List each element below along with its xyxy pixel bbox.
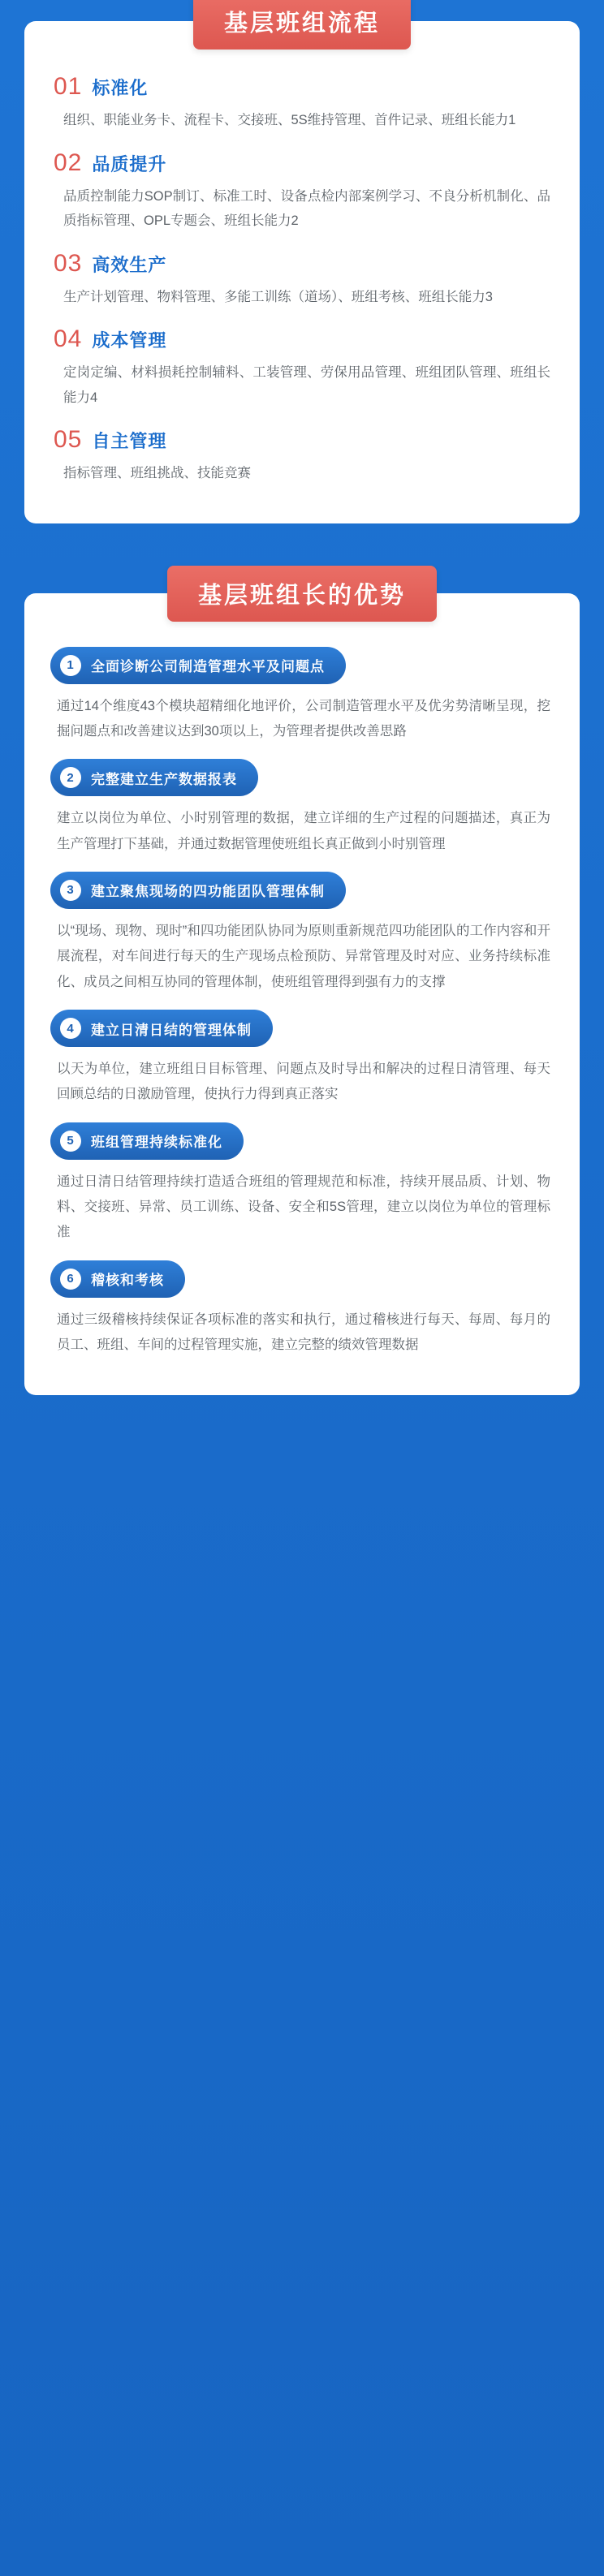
advantage-title: 建立日清日结的管理体制 <box>91 1022 252 1038</box>
process-item-head <box>54 249 550 277</box>
process-item-body: 指标管理、班组挑战、技能竞赛 <box>63 466 251 481</box>
process-item-head <box>54 428 550 453</box>
advantage-number-badge: 6 <box>60 1269 81 1290</box>
process-item-number: 03 <box>54 249 83 277</box>
advantage-number-badge: 2 <box>60 767 81 788</box>
advantage-body: 以天为单位，建立班组日目标管理、问题点及时导出和解决的过程日清管理、每天回顾总结的日激励管理，使执行力得到真正落实 <box>57 1062 550 1102</box>
advantage-number-badge: 4 <box>60 1018 81 1039</box>
advantage-body: 通过三级稽核持续保证各项标准的落实和执行，通过稽核进行每天、每周、每月的员工、班组、车间的过程管理实施，建立完整的绩效管理数据 <box>57 1312 550 1353</box>
advantage-number-badge: 3 <box>60 880 81 901</box>
advantage-item <box>45 647 559 745</box>
process-item-number: 04 <box>54 325 83 353</box>
process-item-title: 标准化 <box>92 78 149 98</box>
advantage-item <box>45 1260 559 1359</box>
process-item-title: 自主管理 <box>92 431 167 452</box>
process-item <box>54 249 550 310</box>
advantages-card-heading: 基层班组长的优势 <box>167 566 437 622</box>
advantage-title: 完整建立生产数据报表 <box>91 771 237 787</box>
process-item-number: 05 <box>54 426 83 454</box>
advantage-banner <box>50 647 346 684</box>
process-item <box>54 75 550 133</box>
process-item-body: 组织、职能业务卡、流程卡、交接班、5S维持管理、首件记录、班组长能力1 <box>63 113 516 127</box>
advantage-body: 建立以岗位为单位、小时别管理的数据，建立详细的生产过程的问题描述，真正为生产管理打下基础，并通过数据管理使班组长真正做到小时别管理 <box>57 811 550 851</box>
advantage-item <box>45 1010 559 1108</box>
advantage-body: 以“现场、现物、现时”和四功能团队协同为原则重新规范四功能团队的工作内容和开展流程，对车间进行每天的生产现场点检预防、异常管理及时对应、业务持续标准化、成员之间相互协同的管理体制，使班组管理得到强有力的支撑 <box>57 923 550 989</box>
process-item-number: 01 <box>54 73 83 100</box>
advantage-title: 建立聚焦现场的四功能团队管理体制 <box>91 884 325 900</box>
process-item <box>54 327 550 410</box>
advantage-banner <box>50 1122 244 1160</box>
process-card-heading: 基层班组流程 <box>193 0 411 50</box>
advantage-title: 稽核和考核 <box>91 1273 164 1289</box>
advantage-title: 全面诊断公司制造管理水平及问题点 <box>91 659 325 675</box>
advantage-title: 班组管理持续标准化 <box>91 1135 222 1151</box>
process-item <box>54 428 550 486</box>
advantage-body: 通过日清日结管理持续打造适合班组的管理规范和标准，持续开展品质、计划、物料、交接班、异常、员工训练、设备、安全和5S管理，建立以岗位为单位的管理标准 <box>57 1174 550 1240</box>
advantage-banner <box>50 759 258 796</box>
advantage-item <box>45 759 559 857</box>
process-item-head <box>54 151 550 176</box>
process-item-head <box>54 75 550 100</box>
advantage-number-badge: 5 <box>60 1131 81 1152</box>
process-card <box>24 11 580 523</box>
advantage-banner <box>50 1260 185 1298</box>
process-item-title: 成本管理 <box>92 330 167 351</box>
process-item-head <box>54 327 550 352</box>
process-item-body: 品质控制能力SOP制订、标准工时、设备点检内部案例学习、不良分析机制化、品质指标管理、OPL专题会、班组长能力2 <box>63 188 550 229</box>
process-item-body: 生产计划管理、物料管理、多能工训练（道场）、班组考核、班组长能力3 <box>63 289 493 304</box>
process-item-body: 定岗定编、材料损耗控制辅料、工装管理、劳保用品管理、班组团队管理、班组长能力4 <box>63 365 550 405</box>
advantage-banner <box>50 1010 273 1047</box>
process-item-number: 02 <box>54 149 83 176</box>
advantage-number-badge: 1 <box>60 655 81 676</box>
process-item-title: 高效生产 <box>92 254 167 275</box>
process-item <box>54 151 550 234</box>
advantage-item <box>45 872 559 995</box>
advantage-body: 通过14个维度43个模块超精细化地评价，公司制造管理水平及优劣势清晰呈现，挖掘问题点和改善建议达到30项以上，为管理者提供改善思路 <box>57 698 550 739</box>
advantage-banner <box>50 872 346 909</box>
advantages-card <box>24 582 580 1396</box>
advantage-item <box>45 1122 559 1246</box>
process-item-title: 品质提升 <box>92 153 167 174</box>
